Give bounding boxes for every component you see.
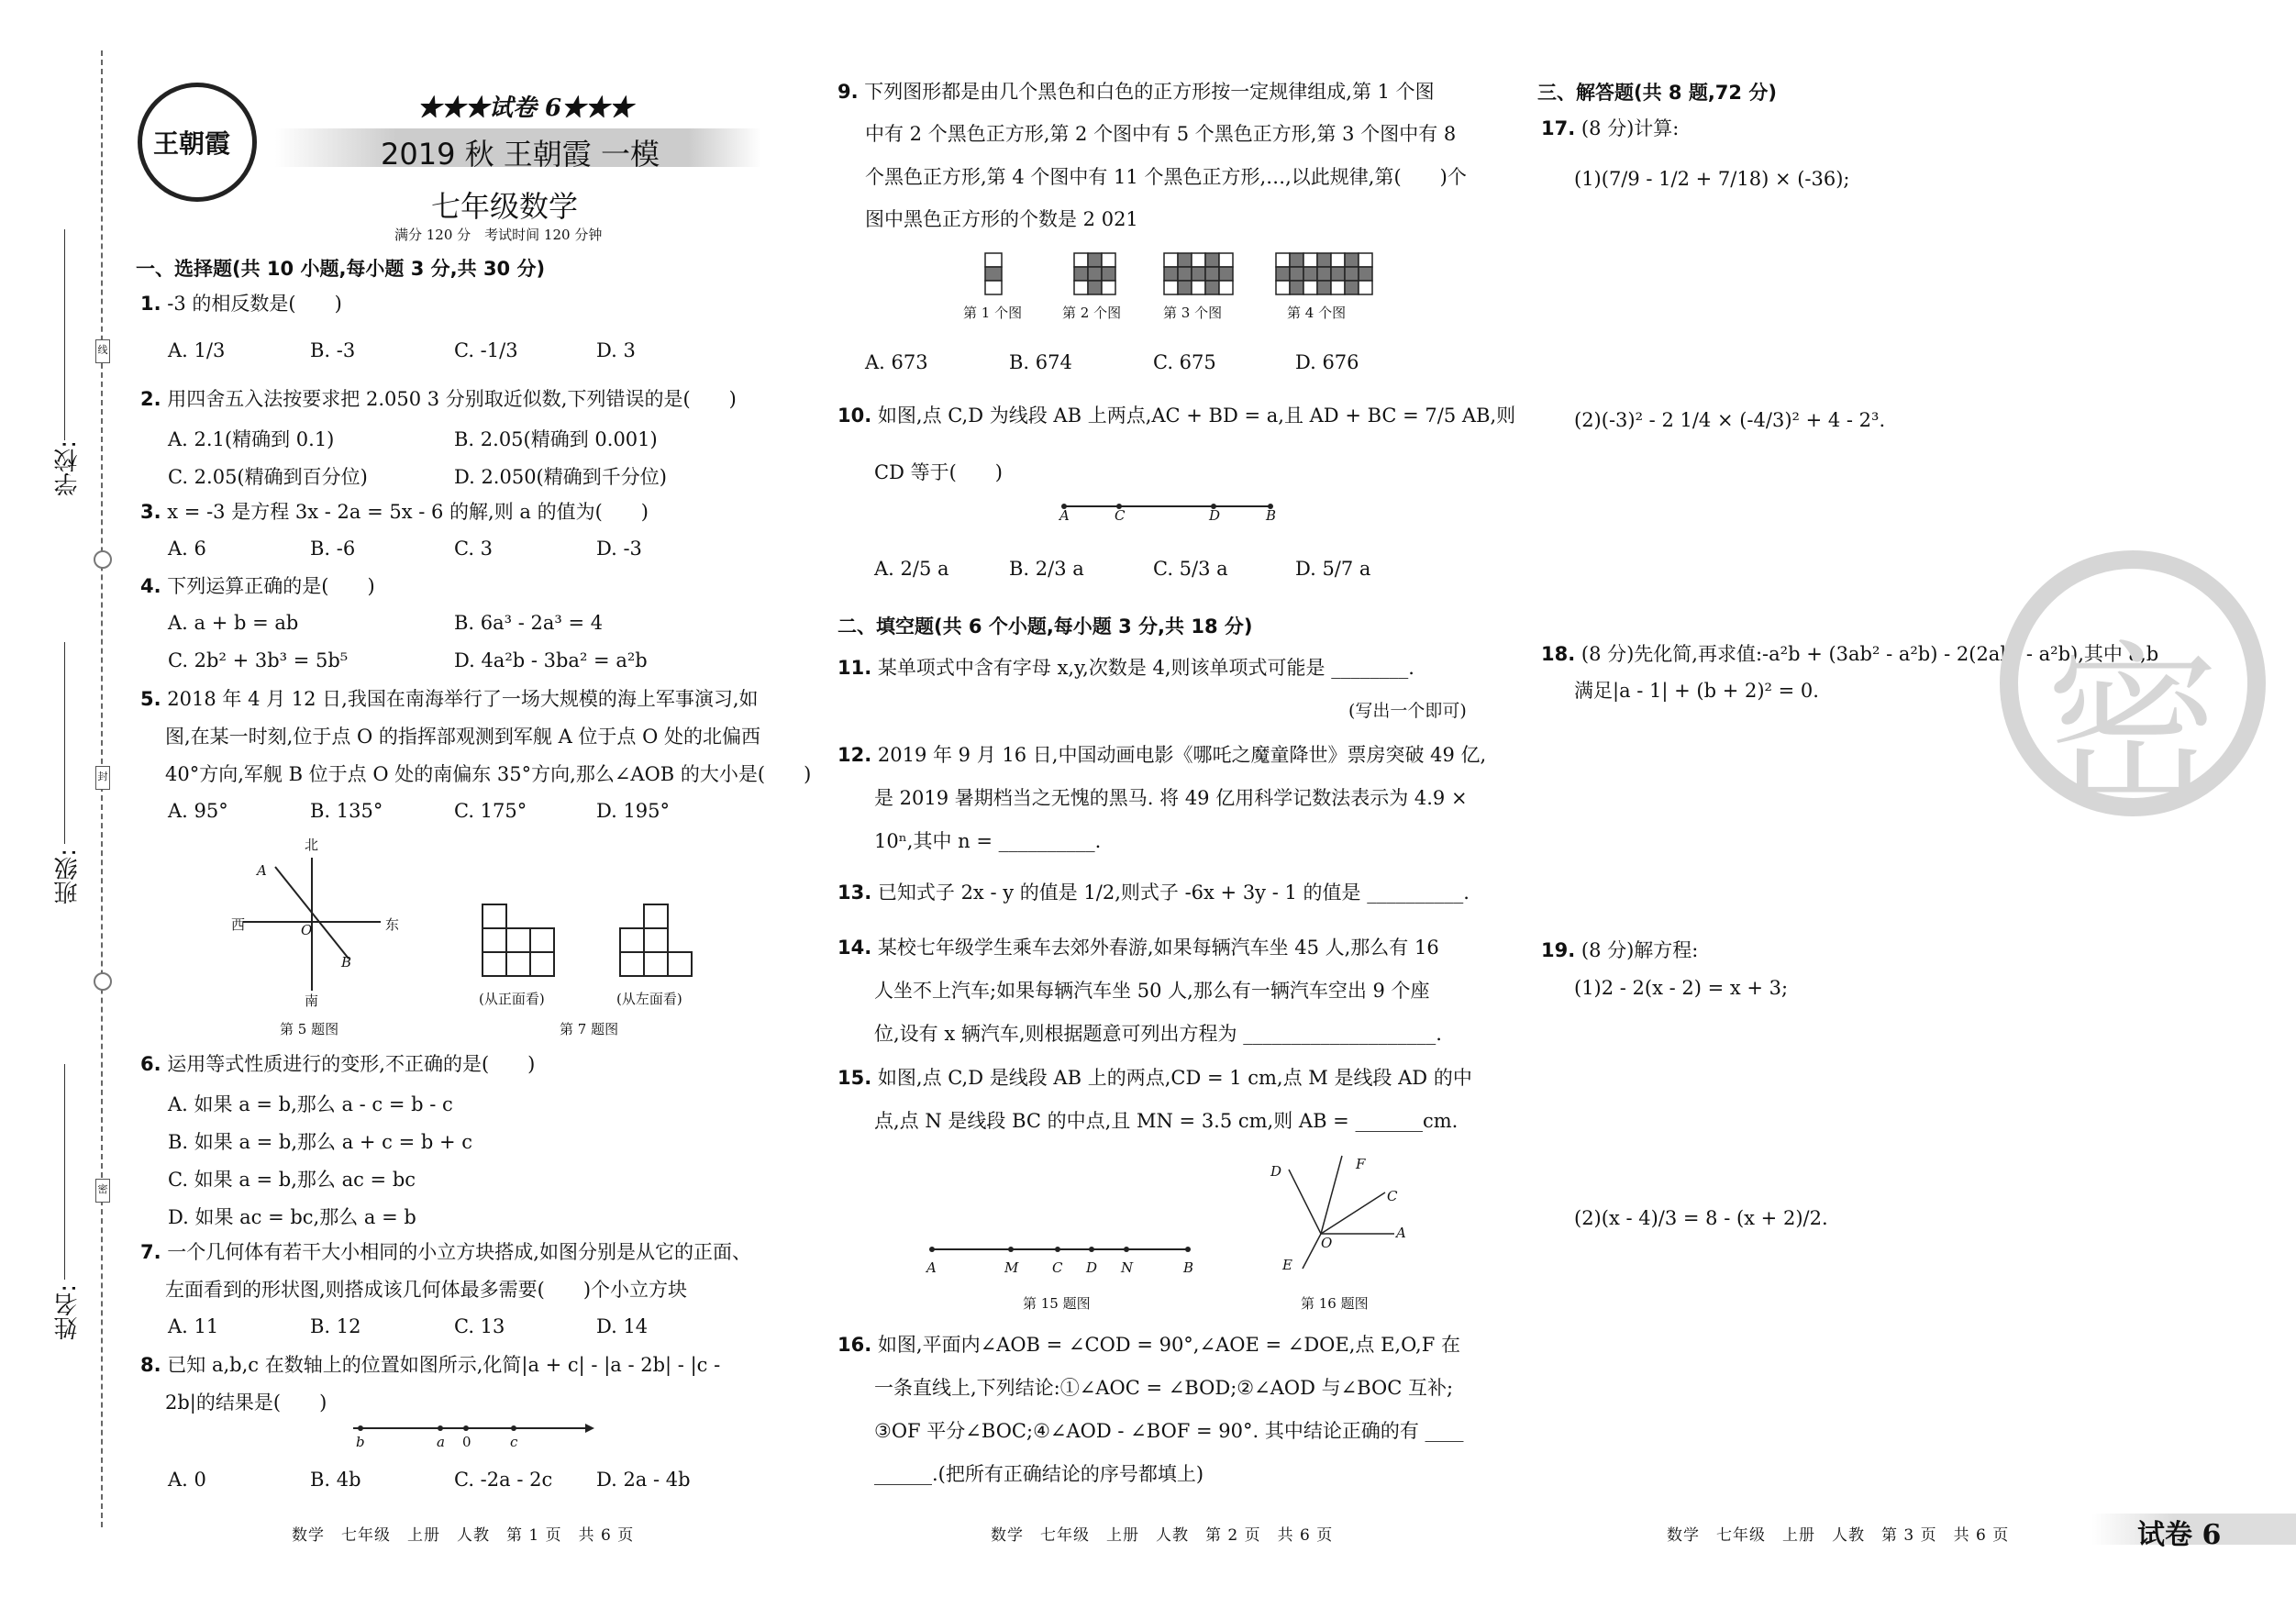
fig7-left-label: (从左面看) (616, 991, 682, 1007)
exam-info: 满分 120 分 考试时间 120 分钟 (394, 227, 603, 243)
question-7-line-2: 左面看到的形状图,则搭成该几何体最多需要( )个小立方块 (165, 1279, 688, 1301)
question-5-line-2: 图,在某一时刻,位于点 O 的指挥部观测到军舰 A 位于点 O 处的北偏西 (165, 726, 760, 748)
q8-label-b: b (356, 1434, 365, 1450)
q10-point-b: B (1266, 507, 1277, 524)
binding-circle-icon (94, 550, 112, 569)
q2-option-c[interactable]: C. 2.05(精确到百分位) (168, 466, 368, 488)
q9-option-a[interactable]: A. 673 (865, 351, 928, 373)
q2-option-d[interactable]: D. 2.050(精确到千分位) (454, 466, 667, 488)
q5-option-b[interactable]: B. 135° (310, 800, 383, 822)
binding-mark-seal: 封 (95, 766, 110, 790)
q10-point-a: A (1059, 507, 1070, 524)
fig16-caption: 第 16 题图 (1301, 1295, 1369, 1312)
question-9-line-3: 个黑色正方形,第 4 个图中有 11 个黑色正方形,…,以此规律,第( )个 (865, 166, 1467, 188)
question-8: 8. 已知 a,b,c 在数轴上的位置如图所示,化简|a + c| - |a - 2b| - |c - (140, 1354, 721, 1376)
class-field[interactable] (64, 642, 65, 844)
q2-option-a[interactable]: A. 2.1(精确到 0.1) (168, 428, 335, 450)
figure-16-angles (1270, 1151, 1417, 1270)
q7-option-d[interactable]: D. 14 (596, 1315, 649, 1337)
q9-option-c[interactable]: C. 675 (1153, 351, 1216, 373)
q9-pattern-4 (1275, 252, 1376, 298)
question-12-line-2: 是 2019 暑期档当之无愧的黑马. 将 49 亿用科学记数法表示为 4.9 × (874, 787, 1468, 809)
school-field[interactable] (64, 229, 65, 440)
q8-option-c[interactable]: C. -2a - 2c (454, 1469, 553, 1491)
question-6: 6. 运用等式性质进行的变形,不正确的是( ) (140, 1053, 536, 1075)
section-1-title: 一、选择题(共 10 小题,每小题 3 分,共 30 分) (136, 258, 546, 280)
q6-option-b[interactable]: B. 如果 a = b,那么 a + c = b + c (168, 1131, 473, 1153)
q2-option-b[interactable]: B. 2.05(精确到 0.001) (454, 428, 658, 450)
q9-caption-2: 第 2 个图 (1062, 305, 1122, 321)
q8-number-line (349, 1417, 596, 1436)
q1-option-d[interactable]: D. 3 (596, 339, 636, 361)
q10-point-c: C (1115, 507, 1126, 524)
question-4: 4. 下列运算正确的是( ) (140, 575, 375, 597)
page-2-footer: 数学 七年级 上册 人教 第 2 页 共 6 页 (991, 1526, 1334, 1545)
q8-label-a: a (437, 1434, 445, 1450)
question-13: 13. 已知式子 2x - y 的值是 1/2,则式子 -6x + 3y - 1 的值是 __________. (837, 882, 1470, 904)
q3-option-d[interactable]: D. -3 (596, 538, 642, 560)
fig5-point-o: O (301, 922, 313, 938)
question-16-line-4: ______.(把所有正确结论的序号都填上) (874, 1463, 1204, 1485)
q15-point-a: A (926, 1259, 937, 1276)
q6-option-c[interactable]: C. 如果 a = b,那么 ac = bc (168, 1169, 416, 1191)
binding-circle-icon (94, 972, 112, 991)
fig16-point-a: A (1396, 1225, 1406, 1241)
question-15-line-2: 点,点 N 是线段 BC 的中点,且 MN = 3.5 cm,则 AB = _______cm. (874, 1110, 1459, 1132)
q3-option-c[interactable]: C. 3 (454, 538, 494, 560)
question-16-line-2: 一条直线上,下列结论:①∠AOC = ∠BOD;②∠AOD 与∠BOC 互补; (874, 1377, 1454, 1399)
question-10-line-2: CD 等于( ) (874, 461, 1003, 483)
q10-segment (1059, 500, 1280, 513)
q4-option-d[interactable]: D. 4a²b - 3ba² = a²b (454, 649, 648, 671)
question-17-part-2: (2)(-3)² - 2 1/4 × (-4/3)² + 4 - 2³. (1574, 409, 1886, 431)
question-10: 10. 如图,点 C,D 为线段 AB 上两点,AC + BD = a,且 AD + BC = 7/5 AB,则 (837, 405, 1516, 427)
q5-option-d[interactable]: D. 195° (596, 800, 671, 822)
q15-segment (926, 1243, 1192, 1256)
section-2-title: 二、填空题(共 6 个小题,每小题 3 分,共 18 分) (837, 616, 1253, 638)
fig5-east: 东 (385, 916, 400, 933)
q15-caption: 第 15 题图 (1023, 1295, 1091, 1312)
brand-logo: 王朝霞 (138, 83, 257, 202)
q4-option-b[interactable]: B. 6a³ - 2a³ = 4 (454, 612, 604, 634)
question-14-line-2: 人坐不上汽车;如果每辆汽车坐 50 人,那么有一辆汽车空出 9 个座 (874, 980, 1430, 1002)
question-7: 7. 一个几何体有若干大小相同的小立方块搭成,如图分别是从它的正面、 (140, 1241, 751, 1263)
q7-option-a[interactable]: A. 11 (168, 1315, 219, 1337)
q7-option-c[interactable]: C. 13 (454, 1315, 505, 1337)
fig16-point-e: E (1282, 1257, 1292, 1273)
q8-option-b[interactable]: B. 4b (310, 1469, 361, 1491)
question-8-line-2: 2b|的结果是( ) (165, 1392, 327, 1414)
binding-mark-secret: 密 (95, 1179, 110, 1203)
q5-option-c[interactable]: C. 175° (454, 800, 527, 822)
q8-label-0: 0 (462, 1434, 471, 1450)
q4-option-a[interactable]: A. a + b = ab (168, 612, 299, 634)
q9-caption-1: 第 1 个图 (963, 305, 1023, 321)
q9-caption-4: 第 4 个图 (1287, 305, 1347, 321)
fig16-point-c: C (1387, 1188, 1398, 1204)
name-label: 姓名: (54, 1284, 82, 1340)
watermark-stamp: 密 (2000, 550, 2266, 816)
name-field[interactable] (64, 1064, 65, 1280)
question-19-part-2: (2)(x - 4)/3 = 8 - (x + 2)/2. (1574, 1207, 1828, 1229)
q1-option-a[interactable]: A. 1/3 (168, 339, 226, 361)
question-2: 2. 用四舍五入法按要求把 2.050 3 分别取近似数,下列错误的是( ) (140, 388, 737, 410)
q8-option-a[interactable]: A. 0 (168, 1469, 206, 1491)
question-16-line-3: ③OF 平分∠BOC;④∠AOD - ∠BOF = 90°. 其中结论正确的有 ____ (874, 1420, 1464, 1442)
q15-point-d: D (1086, 1259, 1098, 1276)
page-1-footer: 数学 七年级 上册 人教 第 1 页 共 6 页 (292, 1526, 635, 1545)
question-12: 12. 2019 年 9 月 16 日,中国动画电影《哪吒之魔童降世》票房突破 49 亿, (837, 744, 1487, 766)
q10-option-d[interactable]: D. 5/7 a (1295, 558, 1371, 580)
question-19: 19. (8 分)解方程: (1541, 939, 1699, 961)
figure-7-front-view (482, 904, 564, 977)
q4-option-c[interactable]: C. 2b² + 3b³ = 5b⁵ (168, 649, 349, 671)
fig16-point-o: O (1321, 1235, 1333, 1251)
question-9-line-4: 图中黑色正方形的个数是 2 021 (865, 208, 1138, 230)
question-11-note: (写出一个即可) (1348, 701, 1467, 721)
fig5-point-b: B (341, 954, 352, 970)
q10-point-d: D (1209, 507, 1221, 524)
page-3-footer: 数学 七年级 上册 人教 第 3 页 共 6 页 (1667, 1526, 2010, 1545)
question-12-line-3: 10ⁿ,其中 n = __________. (874, 830, 1102, 852)
school-label: 学校: (54, 440, 82, 496)
q9-pattern-1 (984, 252, 1004, 298)
q9-option-d[interactable]: D. 676 (1295, 351, 1359, 373)
fig16-point-f: F (1356, 1156, 1366, 1172)
question-19-part-1: (1)2 - 2(x - 2) = x + 3; (1574, 977, 1789, 999)
question-18: 18. (8 分)先化简,再求值:-a²b + (3ab² - a²b) - 2(2ab² - a²b),其中 a,b (1541, 643, 2159, 665)
fig5-south: 南 (305, 993, 319, 1009)
q7-option-b[interactable]: B. 12 (310, 1315, 361, 1337)
q10-option-a[interactable]: A. 2/5 a (874, 558, 949, 580)
class-label: 班级: (54, 848, 82, 904)
fig5-caption: 第 5 题图 (280, 1021, 339, 1037)
figure-7-left-view (619, 904, 702, 977)
q15-point-n: N (1121, 1259, 1134, 1276)
question-5: 5. 2018 年 4 月 12 日,我国在南海举行了一场大规模的海上军事演习,如 (140, 688, 759, 710)
q9-pattern-2 (1073, 252, 1119, 298)
q15-point-b: B (1183, 1259, 1194, 1276)
q3-option-b[interactable]: B. -6 (310, 538, 356, 560)
question-15: 15. 如图,点 C,D 是线段 AB 上的两点,CD = 1 cm,点 M 是线段 AD 的中 (837, 1067, 1472, 1089)
question-11: 11. 某单项式中含有字母 x,y,次数是 4,则该单项式可能是 ________. (837, 657, 1414, 679)
q5-option-a[interactable]: A. 95° (168, 800, 228, 822)
q9-pattern-3 (1163, 252, 1237, 298)
question-17-part-1: (1)(7/9 - 1/2 + 7/18) × (-36); (1574, 168, 1850, 190)
fig5-point-a: A (257, 862, 267, 879)
question-14: 14. 某校七年级学生乘车去郊外春游,如果每辆汽车坐 45 人,那么有 16 (837, 937, 1439, 959)
fig5-west: 西 (231, 916, 246, 933)
q9-caption-3: 第 3 个图 (1163, 305, 1223, 321)
q3-option-a[interactable]: A. 6 (168, 538, 206, 560)
q8-option-d[interactable]: D. 2a - 4b (596, 1469, 691, 1491)
fig5-north: 北 (305, 837, 319, 853)
q6-option-d[interactable]: D. 如果 ac = bc,那么 a = b (168, 1206, 416, 1228)
q15-point-c: C (1052, 1259, 1063, 1276)
q1-option-b[interactable]: B. -3 (310, 339, 356, 361)
exam-title: 2019 秋 王朝霞 一模 (381, 137, 660, 172)
question-14-line-3: 位,设有 x 辆汽车,则根据题意可列出方程为 ____________________. (874, 1023, 1442, 1045)
question-17: 17. (8 分)计算: (1541, 117, 1680, 139)
fig7-front-label: (从正面看) (479, 991, 545, 1007)
q15-point-m: M (1004, 1259, 1019, 1276)
q10-option-b[interactable]: B. 2/3 a (1009, 558, 1084, 580)
fig7-caption: 第 7 题图 (560, 1021, 619, 1037)
question-18-line-2: 满足|a - 1| + (b + 2)² = 0. (1574, 680, 1819, 702)
fig16-point-d: D (1270, 1163, 1282, 1180)
q8-label-c: c (510, 1434, 518, 1450)
paper-number: ★★★试卷 6★★★ (417, 94, 634, 122)
question-5-line-3: 40°方向,军舰 B 位于点 O 处的南偏东 35°方向,那么∠AOB 的大小是( ) (165, 763, 812, 785)
question-9-line-2: 中有 2 个黑色正方形,第 2 个图中有 5 个黑色正方形,第 3 个图中有 8 (865, 123, 1457, 145)
binding-mark-line: 线 (95, 339, 110, 363)
question-16: 16. 如图,平面内∠AOB = ∠COD = 90°,∠AOE = ∠DOE,点 E,O,F 在 (837, 1334, 1460, 1356)
question-3: 3. x = -3 是方程 3x - 2a = 5x - 6 的解,则 a 的值为( ) (140, 501, 649, 523)
question-1: 1. -3 的相反数是( ) (140, 293, 342, 315)
footer-paper-tag: 试卷 6 (2137, 1519, 2222, 1551)
q9-option-b[interactable]: B. 674 (1009, 351, 1072, 373)
question-9: 9. 下列图形都是由几个黑色和白色的正方形按一定规律组成,第 1 个图 (837, 81, 1435, 103)
q1-option-c[interactable]: C. -1/3 (454, 339, 518, 361)
section-3-title: 三、解答题(共 8 题,72 分) (1537, 82, 1777, 104)
q6-option-a[interactable]: A. 如果 a = b,那么 a - c = b - c (168, 1093, 453, 1115)
subject-title: 七年级数学 (431, 189, 579, 224)
q10-option-c[interactable]: C. 5/3 a (1153, 558, 1228, 580)
